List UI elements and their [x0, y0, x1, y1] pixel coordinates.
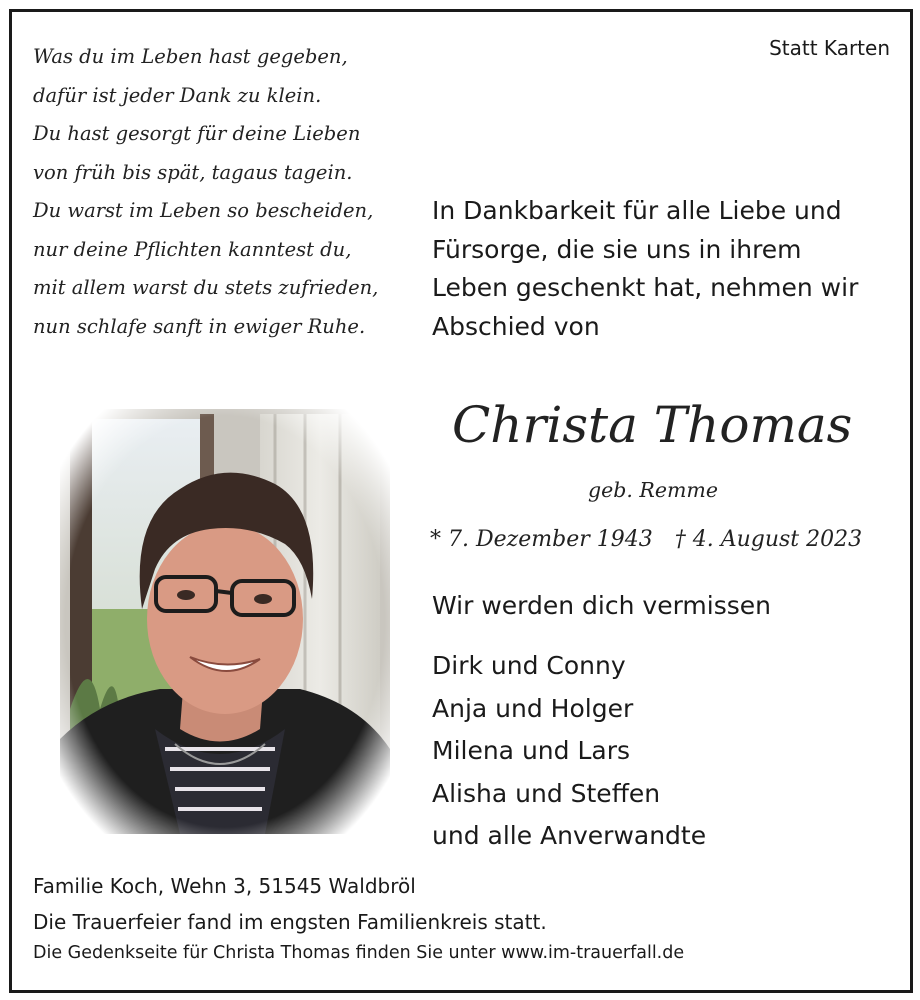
intro-line: Fürsorge, die sie uns in ihrem	[432, 234, 802, 264]
poem-line: Du hast gesorgt für deine Lieben	[33, 122, 361, 145]
birth-date: * 7. Dezember 1943	[430, 527, 653, 552]
intro-line: Abschied von	[432, 311, 600, 341]
poem-line: mit allem warst du stets zufrieden,	[33, 276, 379, 299]
mourner-entry: Milena und Lars	[432, 736, 631, 765]
family-address: Familie Koch, Wehn 3, 51545 Waldbröl	[33, 874, 416, 898]
birth-name: geb. Remme	[588, 478, 718, 502]
mourner-entry: Dirk und Conny	[432, 651, 626, 680]
intro-line: Leben geschenkt hat, nehmen wir	[432, 273, 859, 302]
poem-line: nun schlafe sanft in ewiger Ruhe.	[33, 314, 366, 338]
poem-line: Was du im Leben hast gegeben,	[33, 45, 348, 68]
mourners-list	[432, 645, 706, 858]
poem-line: von früh bis spät, tagaus tagein.	[33, 160, 353, 184]
miss-text: Wir werden dich vermissen	[432, 591, 771, 620]
death-date: † 4. August 2023	[674, 527, 863, 552]
poem-line: Du warst im Leben so bescheiden,	[33, 199, 374, 222]
mourner-entry: Alisha und Steffen	[432, 778, 661, 808]
deceased-name: Christa Thomas	[452, 396, 853, 454]
poem-line: nur deine Pflichten kanntest du,	[33, 237, 352, 261]
mourner-entry: und alle Anverwandte	[432, 821, 707, 850]
obituary-frame	[9, 9, 913, 993]
mourner-entry: Anja und Holger	[432, 693, 634, 723]
life-dates	[430, 527, 862, 552]
intro-line: In Dankbarkeit für alle Liebe und	[432, 196, 842, 225]
intro-text	[432, 192, 858, 346]
ceremony-note: Die Trauerfeier fand im engsten Familienkreis statt.	[33, 910, 547, 934]
poem-line: dafür ist jeder Dank zu klein.	[33, 83, 322, 107]
statt-karten-label: Statt Karten	[769, 36, 890, 60]
poem	[33, 38, 378, 346]
portrait-photo	[60, 409, 390, 834]
memorial-page-note: Die Gedenkseite für Christa Thomas finden Sie unter www.im-trauerfall.de	[33, 943, 685, 963]
